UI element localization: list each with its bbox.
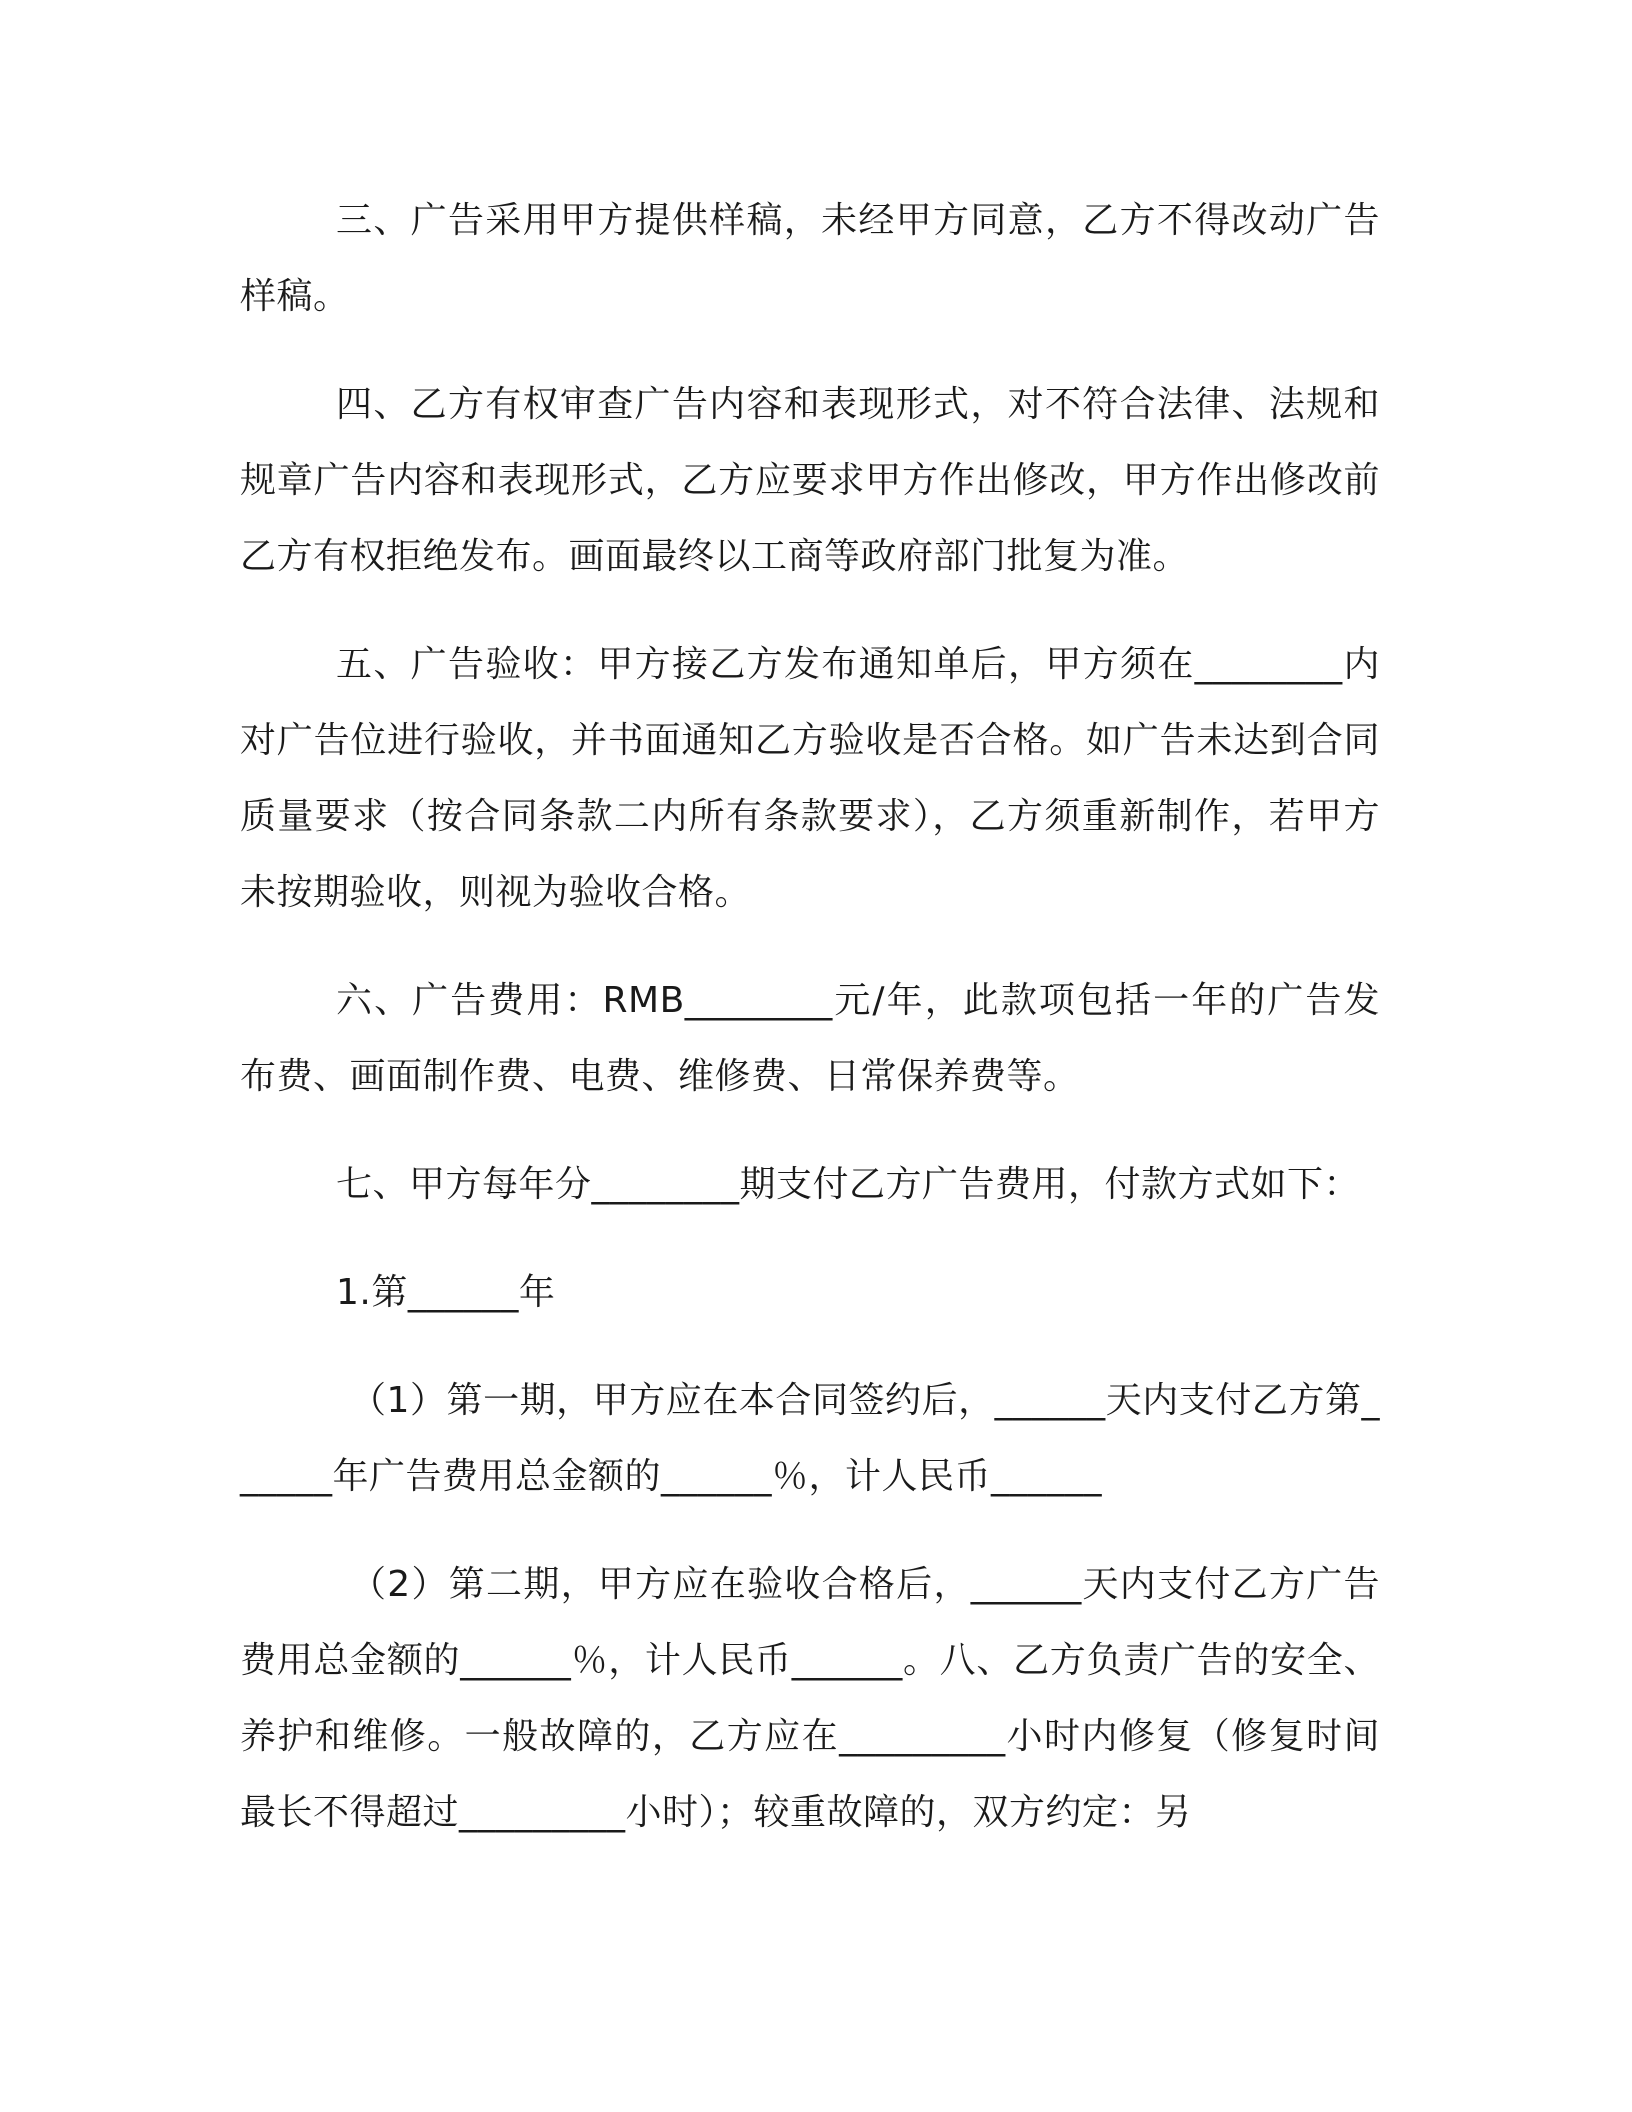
clause-5-paragraph: 五、广告验收：甲方接乙方发布通知单后，甲方须在________内对广告位进行验收，并书面通知乙方验收是否合格。如广告未达到合同质量要求（按合同条款二内所有条款要求），乙方须重新制作，若甲方未按期验收，则视为验收合格。 (240, 644, 1380, 913)
clause-7-paragraph: 七、甲方每年分________期支付乙方广告费用，付款方式如下： (336, 1164, 1361, 1205)
paragraph-spacer (240, 931, 1380, 963)
clause-7-year-line: 1.第______年 (336, 1272, 556, 1313)
paragraph-spacer (240, 1331, 1380, 1363)
paragraph-spacer (240, 1223, 1380, 1255)
paragraph-spacer (240, 595, 1380, 627)
clause-7-period-1-paragraph: （1）第一期，甲方应在本合同签约后，______天内支付乙方第______年广告费用总金额的______％，计人民币______ (240, 1380, 1380, 1497)
paragraph-spacer (240, 1115, 1380, 1147)
document-body (240, 183, 1380, 1851)
clause-4-paragraph: 四、乙方有权审查广告内容和表现形式，对不符合法律、法规和规章广告内容和表现形式，乙方应要求甲方作出修改，甲方作出修改前乙方有权拒绝发布。画面最终以工商等政府部门批复为准。 (240, 384, 1380, 577)
paragraph-spacer (240, 1515, 1380, 1547)
clause-6-paragraph: 六、广告费用：RMB________元/年，此款项包括一年的广告发布费、画面制作费、电费、维修费、日常保养费等。 (240, 980, 1380, 1097)
paragraph-spacer (240, 335, 1380, 367)
clause-7-period-2-paragraph: （2）第二期，甲方应在验收合格后，______天内支付乙方广告费用总金额的______％，计人民币______。八、乙方负责广告的安全、养护和维修。一般故障的，乙方应在_________小时内修复（修复时间最长不得超过_________小时）；较重故障的，双方约定：另 (240, 1564, 1380, 1833)
clause-3-paragraph: 三、广告采用甲方提供样稿，未经甲方同意，乙方不得改动广告样稿。 (240, 200, 1380, 317)
